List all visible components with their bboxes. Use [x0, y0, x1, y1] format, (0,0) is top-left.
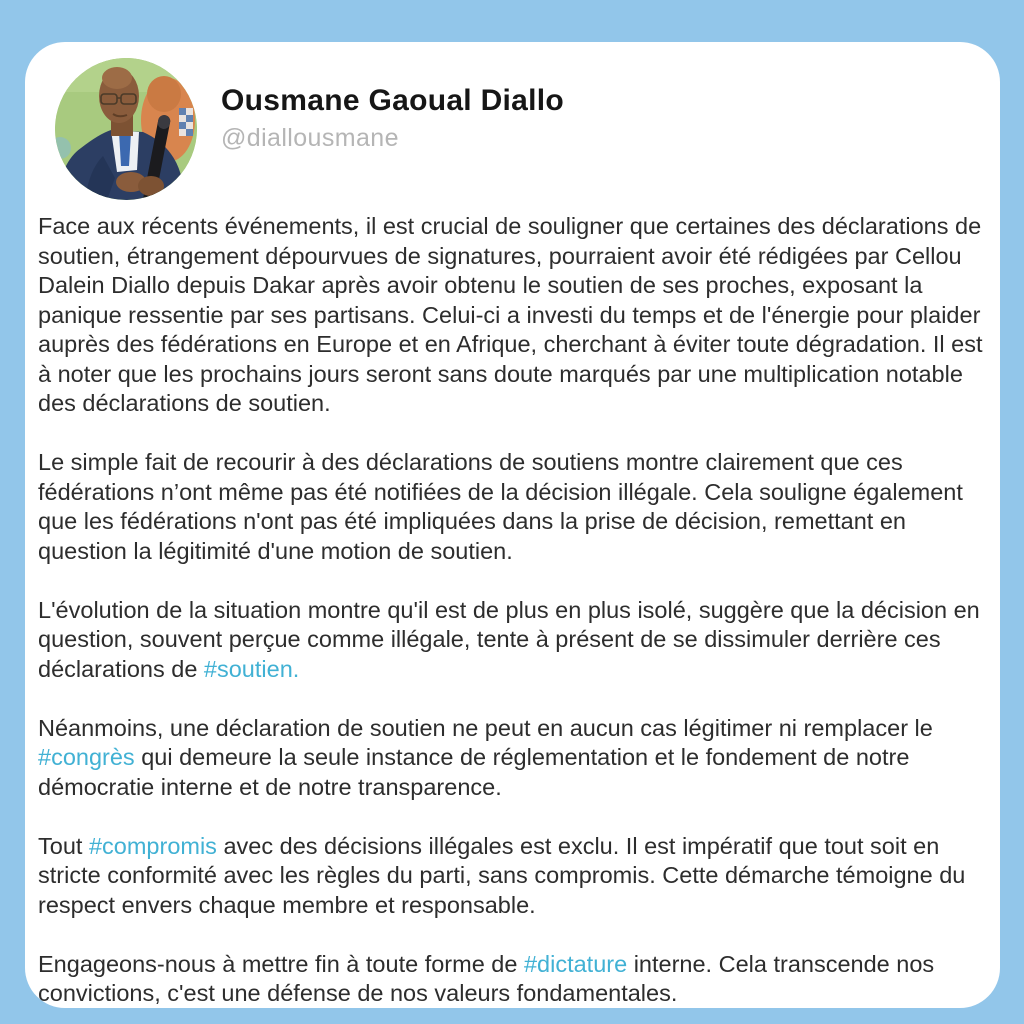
post-text: Engageons-nous à mettre fin à toute forme de — [38, 950, 524, 977]
post-paragraph — [38, 950, 987, 1009]
post-text: Face aux récents événements, il est crucial de souligner que certaines des déclarations de soutien, étrangement dépourvues de signatures, pourraient avoir été rédigées par Cellou Dalein Diallo depuis Dakar après avoir obtenu le soutien de ses proches, exposant la panique ressentie par ses partisans. Celui-ci a investi du temps et de l'énergie pour plaider auprès des fédérations en Europe et en Afrique, cherchant à éviter toute dégradation. Il est à noter que les prochains jours seront sans doute marqués par une multiplication notable des déclarations de soutien. — [38, 213, 983, 416]
hashtag-link[interactable]: #congrès — [38, 744, 135, 770]
post-paragraph — [38, 714, 987, 803]
post-text: L'évolution de la situation montre qu'il est de plus en plus isolé, suggère que la décision en question, souvent perçue comme illégale, tente à présent de se dissimuler derrière ces déclarations de — [38, 596, 980, 682]
post-card — [25, 42, 1000, 1008]
post-paragraph — [38, 596, 987, 685]
hashtag-link[interactable]: #dictature — [523, 950, 628, 977]
identity-block — [221, 58, 564, 153]
post-text: Néanmoins, une déclaration de soutien ne peut en aucun cas légitimer ni remplacer le — [38, 714, 933, 741]
post-text: Le simple fait de recourir à des déclarations de soutiens montre clairement que ces fédérations n’ont même pas été notifiées de la décision illégale. Cela souligne également que les fédérations n'ont pas été impliquées dans la prise de décision, remettant en question la légitimité d'une motion de soutien. — [38, 449, 963, 564]
post-text: avec des décisions illégales est exclu. Il est impératif que tout soit en stricte conformité avec les règles du parti, sans compromis. Cette démarche témoigne du respect envers chaque membre et responsable. — [38, 832, 966, 918]
post-text: qui demeure la seule instance de réglementation et le fondement de notre démocratie interne et de notre transparence. — [38, 744, 910, 800]
hashtag-link[interactable]: #compromis — [88, 832, 217, 859]
post-text: Tout — [38, 832, 89, 859]
post-paragraph — [38, 212, 987, 419]
post-paragraph — [38, 832, 987, 921]
display-name: Ousmane Gaoual Diallo — [221, 84, 565, 117]
user-handle[interactable]: @diallousmane — [221, 124, 399, 152]
hashtag-link[interactable]: #soutien. — [203, 655, 300, 682]
post-body — [25, 200, 1000, 1008]
avatar[interactable] — [55, 58, 197, 200]
profile-photo-illustration — [55, 58, 197, 200]
post-header — [25, 42, 1000, 200]
post-text: interne. Cela transcende nos convictions, c'est une défense de nos valeurs fondamentales. — [38, 950, 935, 1006]
post-paragraph — [38, 448, 987, 566]
